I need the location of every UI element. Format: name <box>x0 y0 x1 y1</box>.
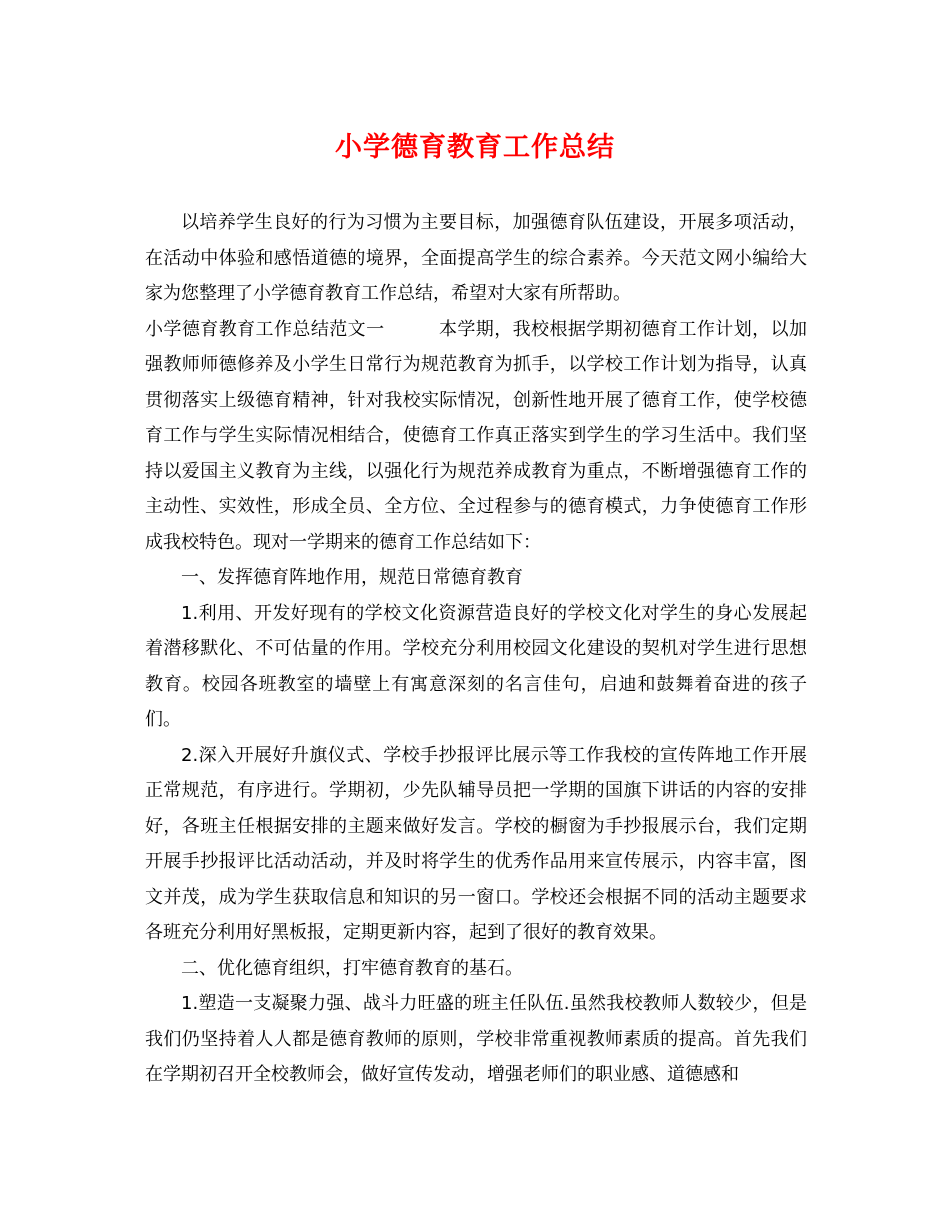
section-label: 小学德育教育工作总结范文一 <box>145 318 385 340</box>
heading-two: 二、优化德育组织，打牢德育教育的基石。 <box>181 957 523 979</box>
paragraph-2: 2.深入开展好升旗仪式、学校手抄报评比展示等工作我校的宣传阵地工作开展正常规范，有序进行。学期初，少先队辅导员把一学期的国旗下讲话的内容的安排好，各班主任根据安排的主题来做好发言。学校的橱窗为手抄报展示台，我们定期开展手抄报评比活动活动，并及时将学生的优秀作品用来宣传展示，内容丰富，图文并茂，成为学生获取信息和知识的另一窗口。学校还会根据不同的活动主题要求各班充分利用好黑板报，定期更新内容，起到了很好的教育效果。 <box>145 744 807 943</box>
document-body <box>145 205 807 1093</box>
paragraph-3: 1.塑造一支凝聚力强、战斗力旺盛的班主任队伍.虽然我校教师人数较少，但是我们仍坚持着人人都是德育教师的原则，学校非常重视教师素质的提高。首先我们在学期初召开全校教师会，做好宣传发动，增强老师们的职业感、道德感和 <box>145 993 807 1085</box>
section-text: 本学期，我校根据学期初德育工作计划，以加强教师师德修养及小学生日常行为规范教育为抓手，以学校工作计划为指导，认真贯彻落实上级德育精神，针对我校实际情况，创新性地开展了德育工作，使学校德育工作与学生实际情况相结合，使德育工作真正落实到学生的学习生活中。我们坚持以爱国主义教育为主线，以强化行为规范养成教育为重点，不断增强德育工作的主动性、实效性，形成全员、全方位、全过程参与的德育模式，力争使德育工作形成我校特色。现对一学期来的德育工作总结如下： <box>145 318 807 553</box>
intro-paragraph: 以培养学生良好的行为习惯为主要目标，加强德育队伍建设，开展多项活动，在活动中体验和感悟道德的境界，全面提高学生的综合素养。今天范文网小编给大家为您整理了小学德育教育工作总结，希望对大家有所帮助。 <box>145 212 807 304</box>
paragraph-1: 1.利用、开发好现有的学校文化资源营造良好的学校文化对学生的身心发展起着潜移默化、不可估量的作用。学校充分利用校园文化建设的契机对学生进行思想教育。校园各班教室的墙壁上有寓意深刻的名言佳句，启迪和鼓舞着奋进的孩子们。 <box>145 602 807 730</box>
section-paragraph <box>145 312 807 561</box>
document-title: 小学德育教育工作总结 <box>335 132 615 163</box>
heading-one: 一、发挥德育阵地作用，规范日常德育教育 <box>181 567 523 588</box>
